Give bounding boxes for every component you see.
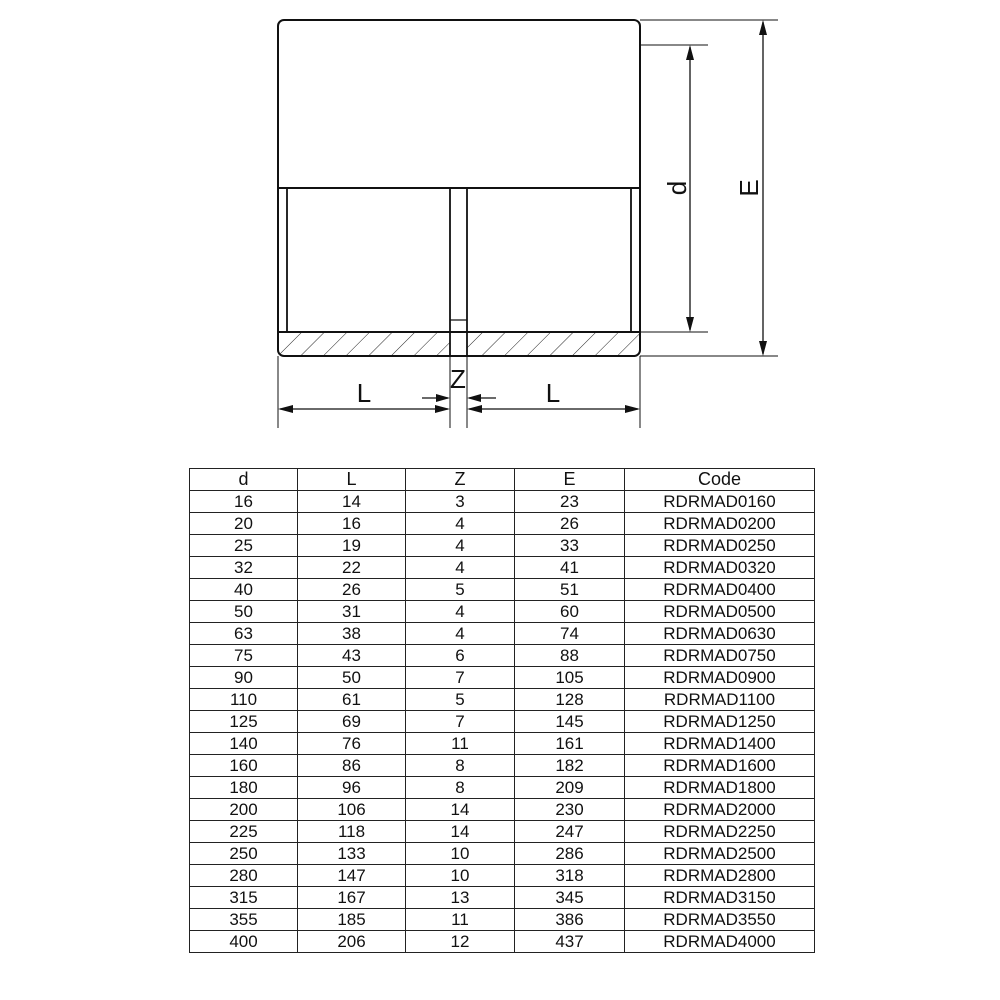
cell-e: 209 [515,777,625,799]
cell-z: 4 [406,513,515,535]
cell-code: RDRMAD3150 [625,887,815,909]
cell-l: 106 [298,799,406,821]
table-row [190,865,815,887]
table-row [190,491,815,513]
table-row [190,579,815,601]
dimension-z-label: Z [450,364,466,394]
cell-d: 20 [190,513,298,535]
cell-e: 60 [515,601,625,623]
cell-code: RDRMAD2250 [625,821,815,843]
cell-d: 125 [190,711,298,733]
cell-e: 26 [515,513,625,535]
cell-l: 118 [298,821,406,843]
cell-e: 51 [515,579,625,601]
cell-l: 206 [298,931,406,953]
cell-e: 286 [515,843,625,865]
cell-e: 318 [515,865,625,887]
cell-code: RDRMAD1100 [625,689,815,711]
cell-e: 182 [515,755,625,777]
cell-l: 19 [298,535,406,557]
cell-d: 50 [190,601,298,623]
cell-code: RDRMAD0900 [625,667,815,689]
cell-l: 38 [298,623,406,645]
cell-l: 61 [298,689,406,711]
cell-z: 8 [406,755,515,777]
table-row [190,667,815,689]
cell-d: 25 [190,535,298,557]
cell-d: 315 [190,887,298,909]
table-row [190,689,815,711]
cell-l: 147 [298,865,406,887]
cell-l: 96 [298,777,406,799]
cell-code: RDRMAD4000 [625,931,815,953]
cell-d: 160 [190,755,298,777]
table-row [190,601,815,623]
cell-code: RDRMAD0200 [625,513,815,535]
cell-code: RDRMAD0160 [625,491,815,513]
hatched-wall-left [279,333,450,355]
cell-d: 40 [190,579,298,601]
cell-l: 76 [298,733,406,755]
cell-code: RDRMAD1600 [625,755,815,777]
cell-z: 8 [406,777,515,799]
table-header-row [190,469,815,491]
table-row [190,755,815,777]
header-e: E [515,469,625,491]
cell-d: 355 [190,909,298,931]
table-row [190,931,815,953]
cell-e: 437 [515,931,625,953]
cell-code: RDRMAD0400 [625,579,815,601]
cell-z: 4 [406,623,515,645]
table-row [190,645,815,667]
cell-d: 32 [190,557,298,579]
cell-d: 400 [190,931,298,953]
cell-e: 230 [515,799,625,821]
cell-l: 14 [298,491,406,513]
cell-code: RDRMAD0250 [625,535,815,557]
cell-z: 11 [406,733,515,755]
cell-d: 200 [190,799,298,821]
cell-code: RDRMAD2800 [625,865,815,887]
cell-code: RDRMAD0500 [625,601,815,623]
header-l: L [298,469,406,491]
cell-l: 26 [298,579,406,601]
cell-code: RDRMAD2500 [625,843,815,865]
cell-z: 14 [406,799,515,821]
cell-e: 247 [515,821,625,843]
table-row [190,513,815,535]
cell-l: 185 [298,909,406,931]
table-row [190,799,815,821]
cell-z: 7 [406,667,515,689]
cell-d: 110 [190,689,298,711]
cell-code: RDRMAD0630 [625,623,815,645]
cell-e: 128 [515,689,625,711]
dimension-l-right-label: L [545,378,561,408]
cell-d: 225 [190,821,298,843]
cell-code: RDRMAD2000 [625,799,815,821]
cell-z: 7 [406,711,515,733]
cell-d: 180 [190,777,298,799]
table-row [190,623,815,645]
table-row [190,711,815,733]
dimension-e-label: E [734,179,764,197]
cell-z: 4 [406,557,515,579]
cell-e: 74 [515,623,625,645]
cell-d: 63 [190,623,298,645]
coupling-drawing [0,0,1000,460]
hatched-wall-right [467,333,639,355]
cell-l: 31 [298,601,406,623]
header-code: Code [625,469,815,491]
cell-z: 13 [406,887,515,909]
dimension-d-label: d [662,180,692,196]
table-row [190,777,815,799]
cell-d: 280 [190,865,298,887]
cell-l: 22 [298,557,406,579]
cell-d: 75 [190,645,298,667]
cell-z: 5 [406,579,515,601]
cell-e: 105 [515,667,625,689]
cell-code: RDRMAD1400 [625,733,815,755]
cell-e: 33 [515,535,625,557]
cell-z: 4 [406,535,515,557]
cell-code: RDRMAD0750 [625,645,815,667]
cell-z: 10 [406,843,515,865]
cell-e: 161 [515,733,625,755]
cell-e: 88 [515,645,625,667]
cell-e: 23 [515,491,625,513]
table-row [190,887,815,909]
cell-code: RDRMAD0320 [625,557,815,579]
cell-z: 4 [406,601,515,623]
header-d: d [190,469,298,491]
cell-l: 86 [298,755,406,777]
cell-d: 16 [190,491,298,513]
cell-l: 167 [298,887,406,909]
cell-d: 140 [190,733,298,755]
cell-z: 11 [406,909,515,931]
cell-l: 69 [298,711,406,733]
table-row [190,535,815,557]
table-row [190,909,815,931]
cell-z: 3 [406,491,515,513]
cell-code: RDRMAD1800 [625,777,815,799]
cell-code: RDRMAD3550 [625,909,815,931]
cell-d: 90 [190,667,298,689]
header-z: Z [406,469,515,491]
cell-z: 6 [406,645,515,667]
cell-e: 386 [515,909,625,931]
dimension-table [189,468,815,953]
table-row [190,733,815,755]
cell-l: 133 [298,843,406,865]
cell-z: 14 [406,821,515,843]
dimension-l-left-label: L [356,378,372,408]
cell-l: 43 [298,645,406,667]
cell-z: 12 [406,931,515,953]
cell-l: 50 [298,667,406,689]
table-row [190,843,815,865]
cell-e: 345 [515,887,625,909]
table-row [190,821,815,843]
table-row [190,557,815,579]
cell-d: 250 [190,843,298,865]
cell-z: 10 [406,865,515,887]
cell-e: 145 [515,711,625,733]
cell-l: 16 [298,513,406,535]
cell-z: 5 [406,689,515,711]
cell-e: 41 [515,557,625,579]
cell-code: RDRMAD1250 [625,711,815,733]
